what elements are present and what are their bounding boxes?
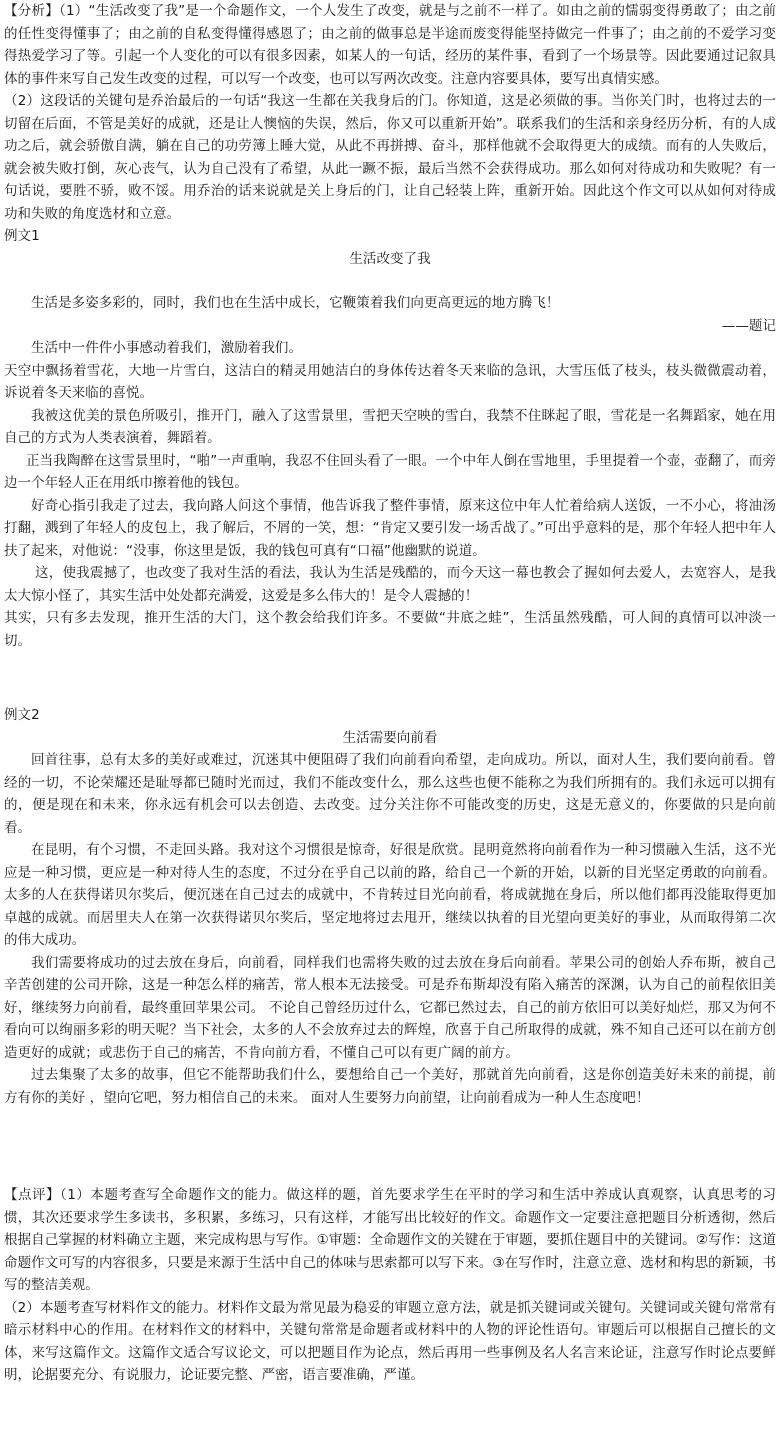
- example-1-paragraph: 我被这优美的景色所吸引，推开门，融入了这雪景里，雪把天空映的雪白，我禁不住眯起了眼，雪花是一名舞蹈家，她在用自己的方式为人类表演着，舞蹈着。: [4, 407, 776, 446]
- example-1-label: 例文1: [4, 228, 40, 244]
- example-1-paragraph: 好奇心指引我走了过去，我向路人问这个事情，他告诉我了整件事情，原来这位中年人忙着给病人送饭，一不小心，将油汤打翻，溅到了年轻人的皮包上，我了解后，不屑的一笑，想：“肯定又要引发一场舌战了。”可出乎意料的是，那个年轻人把中年人扶了起来，对他说：“没事，你这里是饭，我的钱包可真有“口福”他幽默的说道。: [4, 497, 776, 559]
- example-2-title: 生活需要向前看: [342, 729, 438, 746]
- example-1-title: 生活改变了我: [349, 250, 431, 267]
- example-1-paragraph: 生活中一件件小事感动着我们，激励着我们。: [31, 340, 302, 356]
- example-2-paragraph: 在昆明，有个习惯，不走回头路。我对这个习惯很是惊奇，好很是欣赏。昆明竟然将向前看作为一种习惯融入生活，这不光应是一种习惯，更应是一种对待人生的态度，不过分在乎自己以前的路，给自己一个新的开始，以新的目光坚定勇敢的向前看。 太多的人在获得诺贝尔奖后，便沉迷在自己过去的成就中，不肯转过目光向前看，将成就抛在身后，所以他们都再没能取得更加卓越的成就。而居里夫人在第一次获得诺贝尔奖后，坚定地将过去甩开，继续以执着的目光望向更美好的事业，从而取得第二次的伟大成功。: [4, 842, 776, 948]
- spacer: [4, 652, 776, 704]
- comment-paragraph-2: （2）本题考查写材料作文的能力。材料作文最为常见最为稳妥的审题立意方法，就是抓关键词或关键句。关键词或关键句常常有暗示材料中心的作用。在材料作文的材料中，关键句常常是命题者或材料中的人物的评论性语句。审题后可以根据自己擅长的文体，来写这篇作文。这篇作文适合写议论文，可以把题目作为论点，然后再用一些事例及名人名言来论证，注意写作时论点要鲜明，论据要充分、有说服力，论证要完整、严密，语言要准确，严谨。: [4, 1299, 776, 1383]
- example-1-paragraph: 正当我陶醉在这雪景里时，“啪”一声重响，我忍不住回头看了一眼。一个中年人倒在雪地里，手里提着一个壶，壶翻了，而旁边一个年轻人正在用纸巾擦着他的钱包。: [4, 452, 776, 491]
- comment-paragraph-1: 【点评】（1）本题考查写全命题作文的能力。做这样的题，首先要求学生在平时的学习和生活中养成认真观察，认真思考的习惯，其次还要求学生多读书，多积累，多练习，只有这样，才能写出比较好的作文。命题作文一定要注意把题目分析透彻，然后根据自己掌握的材料确立主题，来完成构思与写作。①审题：全命题作文的关键在于审题，要抓住题目中的关键词。②写作：这道命题作文可写的内容很多，只要是来源于生活中自己的体味与思索都可以写下来。③在写作时，注意立意、选材和构思的新颖，书写的整洁美观。: [4, 1187, 776, 1293]
- example-1-epigraph: 生活是多姿多彩的，同时，我们也在生活中成长，它鞭策着我们向更高更远的地方腾飞！: [31, 295, 560, 311]
- example-2-label: 例文2: [4, 707, 40, 723]
- example-1-paragraph: 天空中飘扬着雪花，大地一片雪白，这洁白的精灵用她洁白的身体传达着冬天来临的急讯，大雪压低了枝头，枝头微微震动着，诉说着冬天来临的喜悦。: [4, 362, 776, 401]
- example-1-paragraph: 这，使我震撼了，也改变了我对生活的看法，我认为生活是残酷的，而今天这一幕也教会了握如何去爱人，去宽容人，是我太大惊小怪了，其实生活中处处都充满爱，这爱是多么伟大的！是令人震撼的！: [4, 565, 776, 604]
- example-1-paragraph: 其实，只有多去发现，推开生活的大门，这个教会给我们许多。不要做“井底之蛙”，生活虽然残酷，可人间的真情可以冲淡一切。: [4, 610, 776, 649]
- spacer: [4, 270, 776, 292]
- example-2-paragraph: 我们需要将成功的过去放在身后，向前看，同样我们也需将失败的过去放在身后向前看。苹果公司的创始人乔布斯，被自己辛苦创建的公司开除，这是一种怎么样的痛苦，常人根本无法接受。可是乔布斯却没有陷入痛苦的深渊，认为自己的前程依旧美好，继续努力向前看，最终重回苹果公司。 不论自己曾经历过什么，它都已然过去，自己的前方依旧可以美好灿烂，那又为何不看向可以绚丽多彩的明天呢？当下社会，太多的人不会放弃过去的辉煌，欣喜于自己所取得的成就，殊不知自己还可以在前方创造更好的成就；或悲伤于自己的痛苦，不肯向前方看，不懂自己可以有更广阔的前方。: [4, 954, 776, 1061]
- analysis-paragraph-1: 【分析】（1）“生活改变了我”是一个命题作文，一个人发生了改变，就是与之前不一样了。如由之前的懦弱变得勇敢了；由之前的任性变得懂事了；由之前的自私变得懂得感恩了；由之前的做事总是半途而废变得能坚持做完一件事了；由之前的不爱学习变得热爱学习了等。引起一个人变化的可以有很多因素，如某人的一句话，经历的某件事，看到了一个场景等。因此要通过记叙具体的事件来写自己发生改变的过程，可以写一个改变，也可以写两次改变。注意内容要具体，要写出真情实感。: [4, 3, 776, 87]
- example-2-paragraph: 过去集聚了太多的故事，但它不能帮助我们什么，要想给自己一个美好，那就首先向前看，这是你创造美好未来的前提，前方有你的美好 ，望向它吧，努力相信自己的未来。 面对人生要努力向前望，让向前看成为一种人生态度吧！: [4, 1067, 776, 1106]
- example-2-paragraph: 回首往事，总有太多的美好或难过，沉迷其中便阻碍了我们向前看向希望，走向成功。所以，面对人生，我们要向前看。曾经的一切，不论荣耀还是耻辱都已随时光而过，我们不能改变什么，那么这些也便不能称之为我们所拥有的。我们永远可以拥有的，便是现在和未来，你永远有机会可以去创造、去改变。过分关注你不可能改变的历史，这是无意义的，你要做的只是向前看。: [4, 752, 776, 836]
- example-1-attribution: ——题记: [721, 317, 776, 334]
- analysis-paragraph-2: （2）这段话的关键句是乔治最后的一句话“我这一生都在关我身后的门。你知道，这是必须做的事。当你关门时，也将过去的一切留在后面，不管是美好的成就，还是让人懊恼的失误，然后，你又可以重新开始”。联系我们的生活和亲身经历分析，有的人成功之后，就会骄傲自满，躺在自己的功劳簿上睡大觉，从此不再拼搏、奋斗，那样他就不会取得更大的成绩。而有的人失败后，就会被失败打倒，灰心丧气，认为自己没有了希望，从此一蹶不振，最后当然不会获得成功。那么如何对待成功和失败呢？有一句话说，要胜不骄，败不馁。用乔治的话来说就是关上身后的门，让自己轻装上阵，重新开始。因此这个作文可以从如何对待成功和失败的角度选材和立意。: [4, 93, 776, 222]
- spacer: [4, 1109, 776, 1184]
